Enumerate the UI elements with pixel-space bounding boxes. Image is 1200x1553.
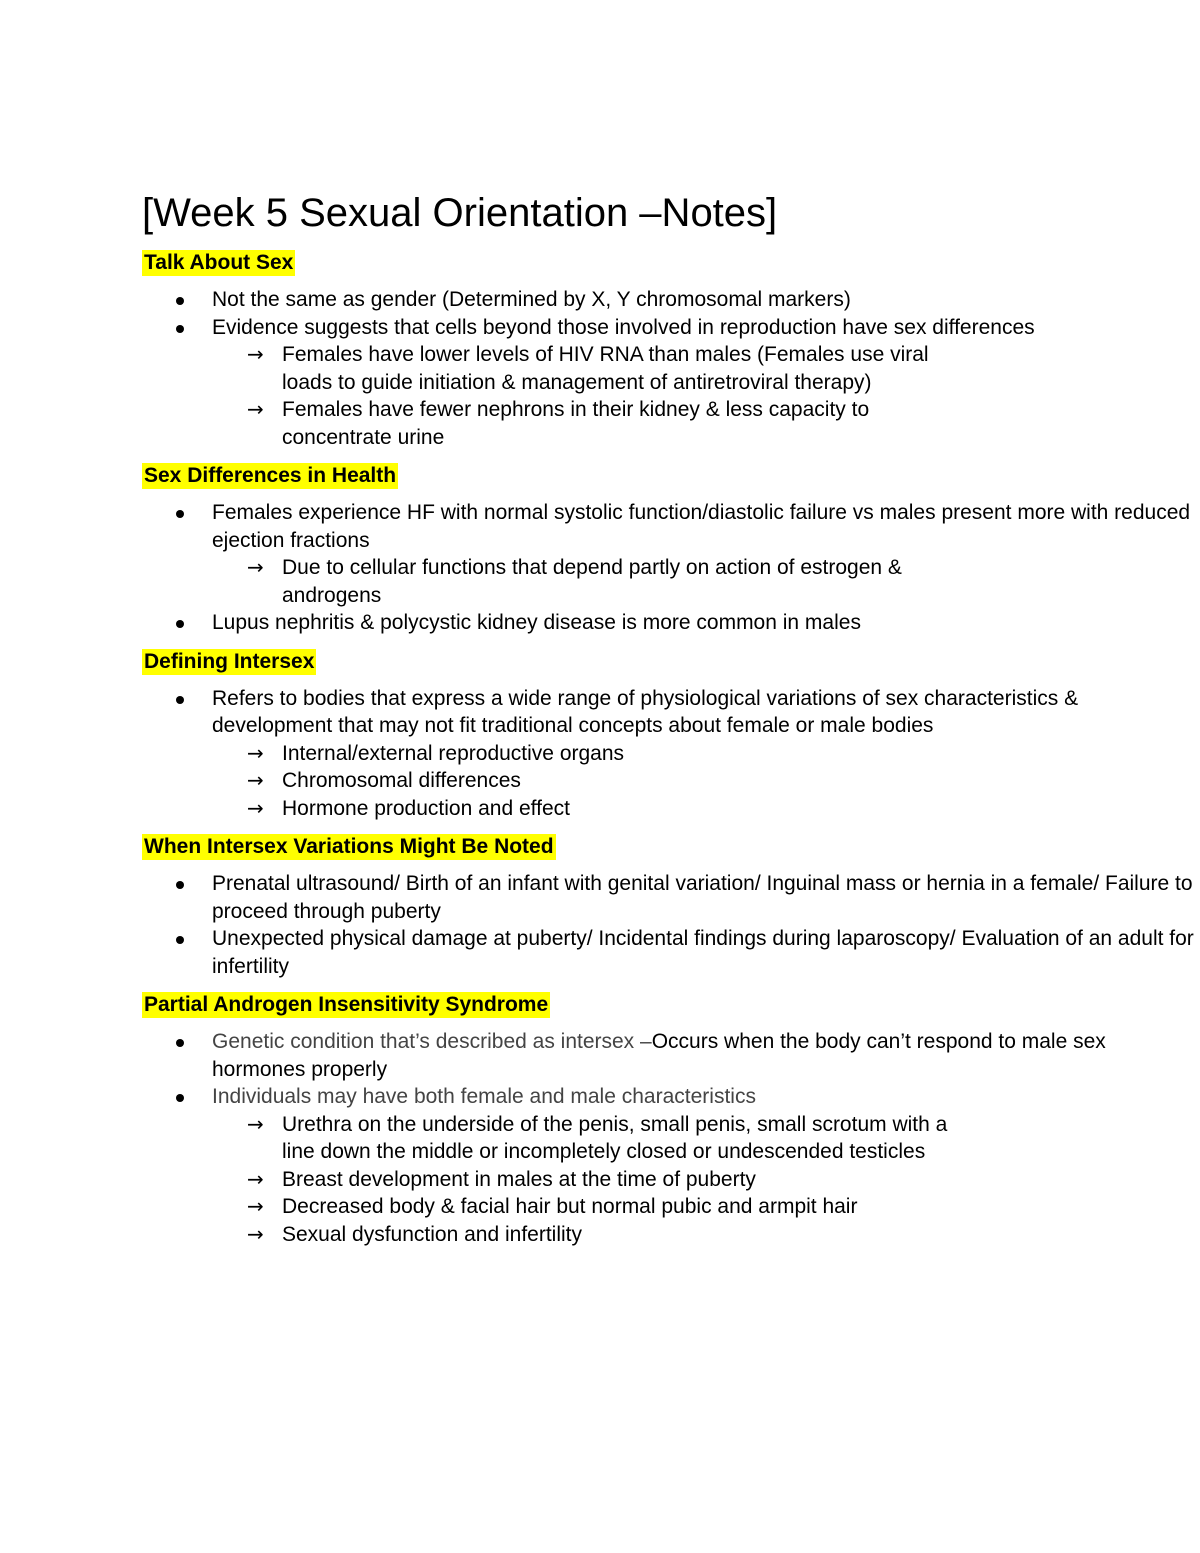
right-arrow-icon: →: [247, 1194, 264, 1218]
bullet-text: Occurs when the body can’t respond to male sex hormones properly: [212, 1030, 1106, 1081]
bullet-text: Prenatal ultrasound/ Birth of an infant with genital variation/ Inguinal mass or hernia in a female/ Failure to proceed through puberty: [212, 872, 1193, 923]
sub-bullet-text: Breast development in males at the time of puberty: [282, 1167, 756, 1191]
bullet-dot-icon: [176, 510, 184, 518]
sub-bullet-item: [212, 554, 982, 609]
section-heading: Defining Intersex: [144, 649, 315, 673]
bullet-muted-text: Individuals may have both female and male characteristics: [212, 1085, 756, 1108]
sub-bullet-text: Females have lower levels of HIV RNA than males (Females use viral loads to guide initiation & management of antiretroviral therapy): [282, 343, 929, 394]
section-heading: When Intersex Variations Might Be Noted: [144, 835, 554, 858]
bullet-item: [142, 870, 1200, 925]
sub-bullet-list: [142, 341, 1200, 451]
right-arrow-icon: →: [247, 397, 264, 421]
bullet-dot-icon: [176, 881, 184, 889]
bullet-item: [142, 314, 1200, 342]
sub-bullet-item: [212, 740, 982, 768]
bullet-list: [142, 499, 1200, 637]
right-arrow-icon: →: [247, 342, 264, 366]
sections-container: [142, 250, 1200, 1248]
bullet-item: [142, 499, 1200, 554]
sub-bullet-list: [142, 740, 1200, 823]
bullet-text: Evidence suggests that cells beyond those involved in reproduction have sex differences: [212, 315, 1035, 339]
sub-bullet-item: [212, 396, 982, 451]
bullet-list: [142, 870, 1200, 980]
right-arrow-icon: →: [247, 740, 264, 765]
sub-bullet-text: Decreased body & facial hair but normal pubic and armpit hair: [282, 1195, 858, 1218]
bullet-dot-icon: [176, 620, 184, 628]
bullet-list: [142, 286, 1200, 451]
bullet-list: [142, 685, 1200, 823]
right-arrow-icon: →: [247, 768, 264, 792]
sub-bullet-text: Hormone production and effect: [282, 796, 570, 820]
sub-bullet-text: Due to cellular functions that depend partly on action of estrogen & androgens: [282, 556, 902, 607]
section: [142, 992, 1200, 1248]
page-title: [Week 5 Sexual Orientation –Notes]: [142, 191, 778, 235]
sub-bullet-item: [212, 1193, 982, 1221]
right-arrow-icon: →: [247, 1166, 264, 1191]
bullet-text: Unexpected physical damage at puberty/ Incidental findings during laparoscopy/ Evaluation of an adult for infertility: [212, 927, 1194, 978]
bullet-item: [142, 1083, 1200, 1111]
section: [142, 250, 1200, 451]
sub-bullet-item: [212, 767, 982, 795]
right-arrow-icon: →: [247, 1221, 264, 1246]
bullet-item: [142, 685, 1200, 740]
sub-bullet-item: [212, 341, 982, 396]
bullet-muted-text: Genetic condition that’s described as intersex –: [212, 1030, 652, 1053]
sub-bullet-item: [212, 1111, 982, 1166]
bullet-item: [142, 609, 1200, 637]
bullet-dot-icon: [176, 325, 184, 333]
bullet-text: Lupus nephritis & polycystic kidney disease is more common in males: [212, 611, 861, 634]
bullet-text: Females experience HF with normal systolic function/diastolic failure vs males present more with reduced ejection fractions: [212, 501, 1191, 552]
sub-bullet-list: [142, 1111, 1200, 1249]
bullet-dot-icon: [176, 936, 184, 944]
bullet-item: [142, 925, 1200, 980]
section: [142, 834, 1200, 980]
bullet-dot-icon: [176, 1039, 184, 1047]
bullet-item: [142, 1028, 1200, 1083]
bullet-text: Refers to bodies that express a wide range of physiological variations of sex characteristics & development that may not fit traditional concepts about female or male bodies: [212, 686, 1079, 737]
sub-bullet-item: [212, 1166, 982, 1194]
right-arrow-icon: →: [247, 795, 264, 820]
bullet-dot-icon: [176, 696, 184, 704]
sub-bullet-text: Internal/external reproductive organs: [282, 741, 625, 765]
section-heading: Sex Differences in Health: [144, 464, 397, 487]
section-heading: Talk About Sex: [144, 251, 294, 274]
sub-bullet-text: Sexual dysfunction and infertility: [282, 1222, 582, 1246]
section: [142, 463, 1200, 637]
right-arrow-icon: →: [247, 1111, 264, 1136]
sub-bullet-text: Urethra on the underside of the penis, small penis, small scrotum with a line down the middle or incompletely closed or undescended testicles: [282, 1112, 948, 1163]
bullet-dot-icon: [176, 1094, 184, 1102]
bullet-dot-icon: [176, 297, 184, 305]
sub-bullet-text: Chromosomal differences: [282, 769, 521, 792]
section: [142, 649, 1200, 823]
sub-bullet-item: [212, 795, 982, 823]
bullet-text: Not the same as gender (Determined by X, Y chromosomal markers): [212, 288, 851, 311]
sub-bullet-item: [212, 1221, 982, 1249]
bullet-item: [142, 286, 1200, 314]
sub-bullet-list: [142, 554, 1200, 609]
right-arrow-icon: →: [247, 555, 264, 579]
bullet-list: [142, 1028, 1200, 1248]
sub-bullet-text: Females have fewer nephrons in their kidney & less capacity to concentrate urine: [282, 398, 870, 449]
section-heading: Partial Androgen Insensitivity Syndrome: [144, 993, 549, 1016]
